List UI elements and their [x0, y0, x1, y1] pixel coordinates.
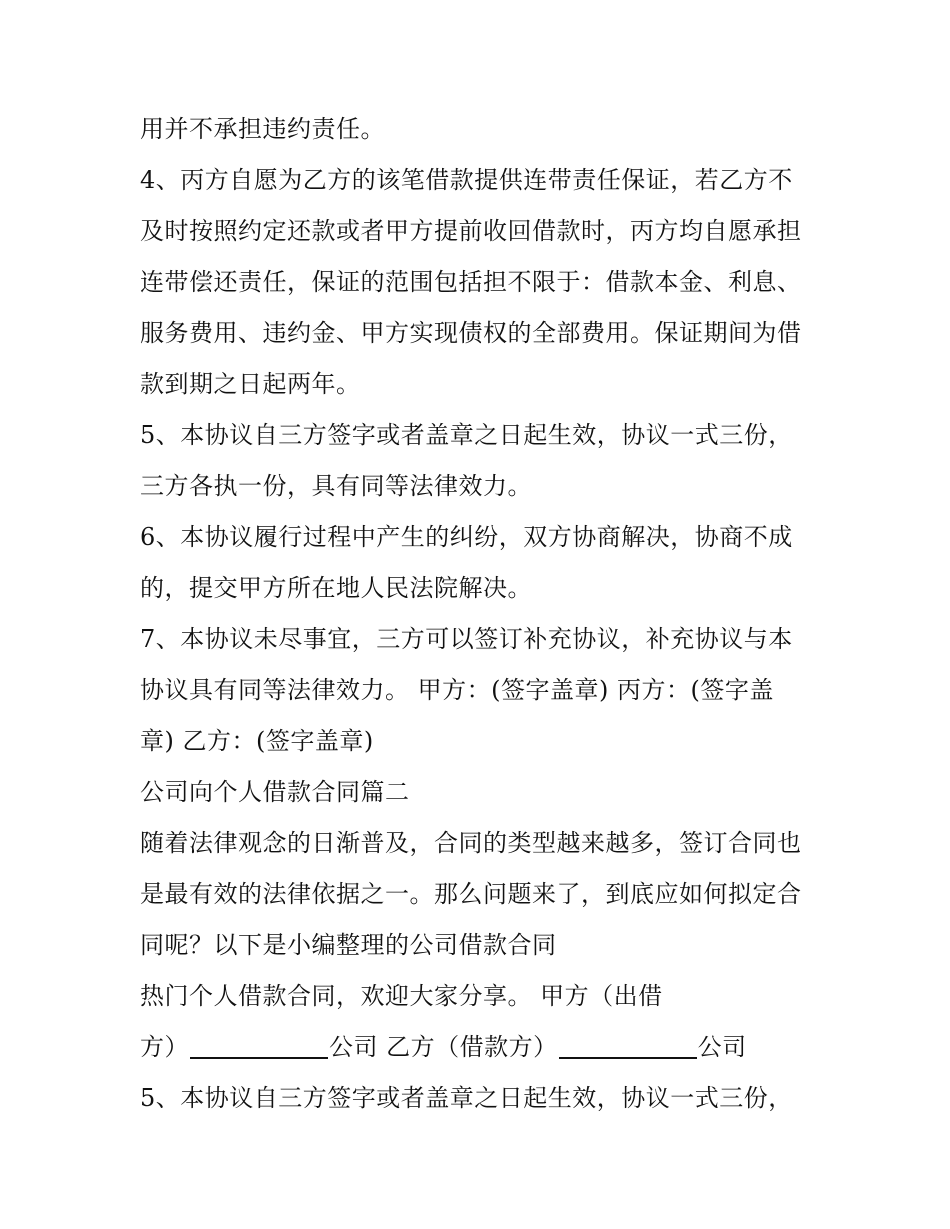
borrower-blank-line [559, 1057, 697, 1059]
text-line: 随着法律观念的日渐普及，合同的类型越来越多，签订合同也 [140, 829, 802, 857]
text-line: 7、本协议未尽事宜，三方可以签订补充协议，补充协议与本 [140, 625, 793, 653]
text-line: 热门个人借款合同，欢迎大家分享。 甲方（出借 [140, 982, 663, 1010]
text-line: 连带偿还责任，保证的范围包括担不限于：借款本金、利息、 [140, 268, 802, 296]
text-line: 用并不承担违约责任。 [140, 115, 385, 143]
text-line: 的，提交甲方所在地人民法院解决。 [140, 574, 532, 602]
party-line-part3: 公司 [697, 1033, 747, 1061]
document-body [140, 104, 820, 1124]
party-line [140, 1022, 820, 1073]
section-heading: 公司向个人借款合同篇二 [140, 778, 410, 806]
text-line: 5、本协议自三方签字或者盖章之日起生效，协议一式三份， [140, 1084, 793, 1112]
text-line: 及时按照约定还款或者甲方提前收回借款时，丙方均自愿承担 [140, 217, 802, 245]
text-line: 服务费用、违约金、甲方实现债权的全部费用。保证期间为借 [140, 319, 802, 347]
text-line: 同呢？以下是小编整理的公司借款合同 [140, 931, 557, 959]
text-line: 三方各执一份，具有同等法律效力。 [140, 472, 532, 500]
text-line: 4、丙方自愿为乙方的该笔借款提供连带责任保证，若乙方不 [140, 166, 793, 194]
text-line: 是最有效的法律依据之一。那么问题来了，到底应如何拟定合 [140, 880, 802, 908]
text-line: 协议具有同等法律效力。 甲方：(签字盖章) 丙方：(签字盖 [140, 676, 774, 704]
party-line-part2: 公司 乙方（借款方） [329, 1033, 558, 1061]
party-line-part1: 方） [140, 1033, 189, 1061]
lender-blank-line [190, 1057, 328, 1059]
text-line: 章) 乙方：(签字盖章) [140, 727, 374, 755]
text-line: 款到期之日起两年。 [140, 370, 361, 398]
text-line: 6、本协议履行过程中产生的纠纷，双方协商解决，协商不成 [140, 523, 793, 551]
text-line: 5、本协议自三方签字或者盖章之日起生效，协议一式三份， [140, 421, 793, 449]
